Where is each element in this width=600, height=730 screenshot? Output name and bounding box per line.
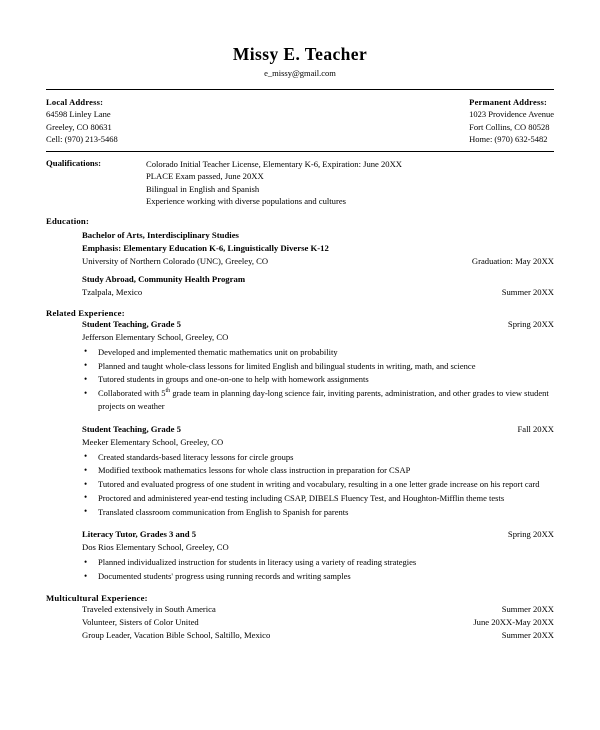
experience-title: Student Teaching, Grade 5 bbox=[82, 318, 181, 329]
experience-org: Meeker Elementary School, Greeley, CO bbox=[82, 436, 224, 447]
experience-org: Dos Rios Elementary School, Greeley, CO bbox=[82, 542, 229, 553]
experience-title: Student Teaching, Grade 5 bbox=[82, 423, 181, 434]
education-emphasis: Emphasis: Elementary Education K-6, Linguistically Diverse K-12 bbox=[82, 243, 329, 254]
experience-bullets bbox=[82, 556, 554, 583]
list-item bbox=[82, 616, 554, 629]
multicultural-date: June 20XX-May 20XX bbox=[473, 617, 554, 628]
qualification-item: PLACE Exam passed, June 20XX bbox=[146, 171, 264, 182]
permanent-address bbox=[469, 96, 554, 145]
education-degree: Bachelor of Arts, Interdisciplinary Studies bbox=[82, 230, 239, 241]
education-entry bbox=[82, 273, 554, 299]
experience-bullets bbox=[82, 346, 554, 413]
permanent-address-line: Fort Collins, CO 80528 bbox=[469, 121, 550, 132]
education-school: University of Northern Colorado (UNC), Greeley, CO bbox=[82, 256, 269, 267]
experience-date: Spring 20XX bbox=[507, 529, 554, 540]
multicultural-text: Volunteer, Sisters of Color United bbox=[82, 617, 199, 628]
education-school: Tzalpala, Mexico bbox=[82, 287, 143, 298]
list-item: • Tutored students in groups and one-on-one to help with homework assignments bbox=[82, 373, 554, 386]
page-title: Missy E. Teacher bbox=[232, 44, 368, 64]
list-item: • Created standards-based literacy lessons for circle groups bbox=[82, 451, 554, 464]
education-date: Summer 20XX bbox=[501, 287, 554, 298]
experience-org: Jefferson Elementary School, Greeley, CO bbox=[82, 332, 229, 343]
qualifications-label: Qualifications: bbox=[46, 158, 102, 169]
qualifications-section bbox=[46, 158, 554, 207]
local-address-line: Greeley, CO 80631 bbox=[46, 121, 112, 132]
divider bbox=[46, 89, 554, 90]
list-item: • Tutored and evaluated progress of one student in writing and vocabulary, resulting in a one letter grade increase on his report card bbox=[82, 478, 554, 491]
list-item: • Developed and implemented thematic mathematics unit on probability bbox=[82, 346, 554, 359]
multicultural-date: Summer 20XX bbox=[501, 603, 554, 614]
divider bbox=[46, 151, 554, 152]
list-item: • Planned and taught whole-class lessons for limited English and bilingual students in writing, math, and science bbox=[82, 360, 554, 373]
multicultural-list bbox=[82, 603, 554, 643]
permanent-address-label: Permanent Address: bbox=[469, 97, 547, 107]
address-block bbox=[46, 96, 554, 145]
permanent-address-line: 1023 Providence Avenue bbox=[469, 109, 554, 120]
qualification-item: Bilingual in English and Spanish bbox=[146, 183, 260, 194]
permanent-address-line: Home: (970) 632-5482 bbox=[469, 133, 548, 144]
related-experience-heading: Related Experience: bbox=[46, 307, 125, 318]
experience-date: Fall 20XX bbox=[517, 423, 554, 434]
multicultural-date: Summer 20XX bbox=[501, 630, 554, 641]
experience-entry bbox=[82, 318, 554, 413]
local-address-line: 64598 Linley Lane bbox=[46, 109, 111, 120]
education-heading: Education: bbox=[46, 216, 90, 227]
experience-date: Spring 20XX bbox=[507, 318, 554, 329]
list-item: • Proctored and administered year-end testing including CSAP, DIBELS Fluency Test, and Houghton-Mifflin theme tests bbox=[82, 492, 554, 505]
local-address-label: Local Address: bbox=[46, 97, 104, 107]
experience-entry bbox=[82, 528, 554, 582]
qualifications-list bbox=[146, 158, 402, 207]
list-item: • Translated classroom communication from English to Spanish for parents bbox=[82, 506, 554, 519]
local-address-line: Cell: (970) 213-5468 bbox=[46, 133, 118, 144]
experience-entry bbox=[82, 423, 554, 519]
qualification-item: Colorado Initial Teacher License, Elementary K-6, Expiration: June 20XX bbox=[146, 159, 403, 170]
list-item: • Planned individualized instruction for students in literacy using a variety of reading strategies bbox=[82, 556, 554, 569]
experience-title: Literacy Tutor, Grades 3 and 5 bbox=[82, 529, 197, 540]
list-item bbox=[82, 629, 554, 642]
list-item: • Collaborated with 5th grade team in planning day-long science fair, inviting parents, administration, and other grades to view student projects on weather bbox=[82, 387, 554, 413]
education-entry bbox=[82, 229, 554, 268]
multicultural-text: Traveled extensively in South America bbox=[82, 603, 216, 614]
list-item bbox=[82, 603, 554, 616]
education-date: Graduation: May 20XX bbox=[471, 256, 554, 267]
experience-bullets bbox=[82, 451, 554, 519]
multicultural-text: Group Leader, Vacation Bible School, Saltillo, Mexico bbox=[82, 630, 271, 641]
list-item: • Modified textbook mathematics lessons for whole class instruction in preparation for CSAP bbox=[82, 464, 554, 477]
list-item: • Documented students' progress using running records and writing samples bbox=[82, 570, 554, 583]
multicultural-heading: Multicultural Experience: bbox=[46, 592, 148, 603]
qualification-item: Experience working with diverse populations and cultures bbox=[146, 195, 346, 206]
local-address bbox=[46, 96, 118, 145]
email-text: e_missy@gmail.com bbox=[264, 68, 336, 78]
education-degree: Study Abroad, Community Health Program bbox=[82, 274, 246, 285]
